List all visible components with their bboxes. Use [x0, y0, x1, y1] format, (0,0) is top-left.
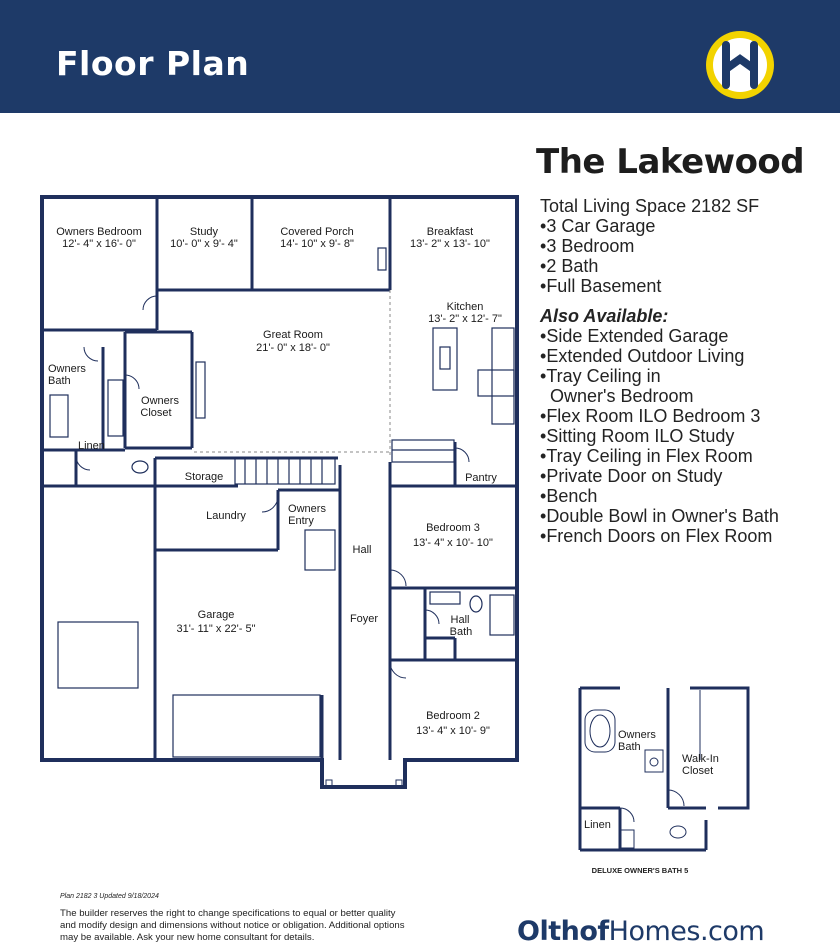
disclaimer-line: The builder reserves the right to change specifications to equal or better quality	[60, 908, 396, 919]
bedroom3-label: Bedroom 3	[426, 522, 480, 534]
owners-bedroom-dims: 12'- 4" x 16'- 0"	[62, 238, 136, 250]
option-item: • Bench	[540, 486, 779, 506]
disclaimer-line: and modify design and dimensions without notice or obligation. Additional options	[60, 920, 405, 931]
inset-owners-bath-line1: Owners	[618, 729, 656, 741]
spec-garage: • 3 Car Garage	[540, 216, 779, 236]
page-title: Floor Plan	[56, 44, 250, 83]
breakfast-dims: 13'- 2" x 13'- 10"	[410, 238, 490, 250]
hall-label: Hall	[352, 544, 372, 556]
inset-walkin-closet-line1: Walk-In	[682, 753, 719, 765]
owners-bath-label-line1: Owners	[48, 363, 86, 375]
bedroom2-dims: 13'- 4" x 10'- 9"	[416, 725, 490, 737]
inset-walkin-closet-line2: Closet	[682, 765, 714, 777]
owners-closet-label-line1: Owners	[141, 395, 179, 407]
kitchen-label: Kitchen	[446, 301, 484, 313]
great-room-label: Great Room	[263, 329, 323, 341]
owners-entry-label-line2: Entry	[288, 515, 314, 527]
garage-dims: 31'- 11" x 22'- 5"	[176, 623, 256, 635]
owners-entry-label-line1: Owners	[288, 503, 326, 515]
also-available-label: Also Available:	[540, 306, 669, 326]
spec-baths: • 2 Bath	[540, 256, 779, 276]
option-item: • French Doors on Flex Room	[540, 526, 779, 546]
inset-owners-bath-line2: Bath	[618, 741, 641, 753]
spec-basement: • Full Basement	[540, 276, 779, 296]
laundry-label: Laundry	[206, 510, 246, 522]
option-item-continued: Owner's Bedroom	[550, 386, 694, 406]
study-label: Study	[189, 226, 219, 238]
option-item: • Sitting Room ILO Study	[540, 426, 779, 446]
pantry-label: Pantry	[465, 472, 497, 484]
option-item: • Tray Ceiling in	[540, 366, 779, 386]
open-plan-lines	[194, 290, 390, 455]
owners-closet-label-line2: Closet	[140, 407, 172, 419]
website-bold-part: Olthof	[517, 916, 609, 947]
garage-label: Garage	[197, 609, 235, 621]
inset-caption: DELUXE OWNER'S BATH 5	[591, 866, 689, 875]
hall-bath-label-line1: Hall	[450, 614, 470, 626]
kitchen-dims: 13'- 2" x 12'- 7"	[428, 313, 502, 325]
option-item: • Tray Ceiling in Flex Room	[540, 446, 779, 466]
bedroom3-dims: 13'- 4" x 10'- 10"	[413, 537, 493, 549]
great-room-dims: 21'- 0" x 18'- 0"	[256, 342, 330, 354]
option-item: • Flex Room ILO Bedroom 3	[540, 406, 779, 426]
footer-notes	[60, 893, 460, 944]
interior-walls	[44, 199, 517, 787]
covered-porch-dims: 14'- 10" x 9'- 8"	[280, 238, 354, 250]
option-item: • Extended Outdoor Living	[540, 346, 779, 366]
website-rest-part: Homes.com	[608, 916, 765, 947]
plan-reference: Plan 2182 3 Updated 9/18/2024	[60, 893, 159, 900]
disclaimer-line: may be available. Ask your new home consultant for details.	[60, 932, 315, 943]
spec-total-living: Total Living Space 2182 SF	[540, 196, 760, 216]
foyer-label: Foyer	[349, 613, 379, 625]
breakfast-label: Breakfast	[426, 226, 474, 238]
deluxe-bath-inset	[580, 688, 748, 875]
owners-bath-label-line2: Bath	[48, 375, 71, 387]
storage-label: Storage	[184, 471, 224, 483]
spec-bedrooms: • 3 Bedroom	[540, 236, 779, 256]
plan-name: The Lakewood	[536, 142, 805, 182]
option-item: • Private Door on Study	[540, 466, 779, 486]
hall-bath-label-line2: Bath	[449, 626, 473, 638]
owners-bedroom-label: Owners Bedroom	[56, 226, 142, 238]
linen-label: Linen	[78, 440, 105, 452]
option-item: • Side Extended Garage	[540, 326, 779, 346]
option-item: • Double Bowl in Owner's Bath	[540, 506, 779, 526]
website-link[interactable]	[517, 916, 764, 947]
study-dims: 10'- 0" x 9'- 4"	[170, 238, 238, 250]
covered-porch-label: Covered Porch	[280, 226, 354, 238]
inset-linen-label: Linen	[584, 819, 611, 831]
bedroom2-label: Bedroom 2	[426, 710, 480, 722]
